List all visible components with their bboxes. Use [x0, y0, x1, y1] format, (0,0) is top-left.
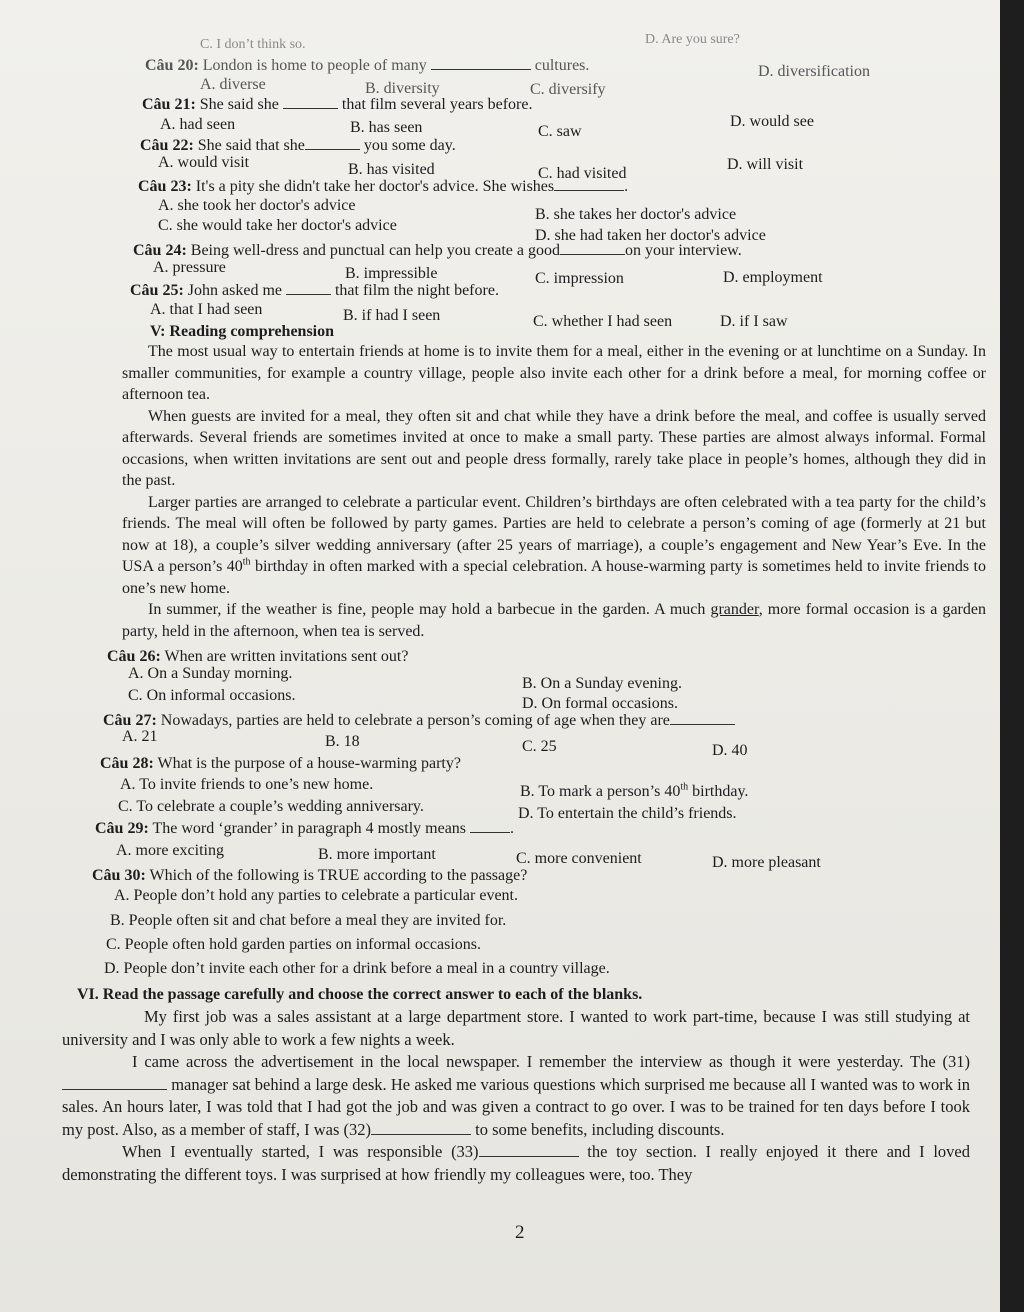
q27-option-a: A. 21: [122, 728, 158, 745]
q26-option-d: D. On formal occasions.: [522, 695, 678, 712]
q22-stem: Câu 22: She said that she you some day.: [140, 137, 456, 154]
blank-31[interactable]: [62, 1075, 167, 1090]
q30-stem: Câu 30: Which of the following is TRUE according to the passage?: [92, 867, 528, 884]
q23-option-a: A. she took her doctor's advice: [158, 197, 356, 214]
page-number: 2: [515, 1222, 525, 1243]
q28-option-c: C. To celebrate a couple’s wedding anniversary.: [118, 798, 424, 815]
q29-option-b: B. more important: [318, 846, 436, 863]
section-5-title: V: Reading comprehension: [150, 323, 335, 340]
q24-option-d: D. employment: [723, 269, 823, 286]
q22-option-d: D. will visit: [727, 156, 804, 173]
q28-option-b: B. To mark a person’s 40th birthday.: [520, 781, 749, 800]
q30-option-a: A. People don’t hold any parties to celebrate a particular event.: [114, 887, 518, 904]
q21-option-b: B. has seen: [350, 119, 423, 136]
q19-option-c: C. I don’t think so.: [200, 37, 306, 52]
q28-option-d: D. To entertain the child’s friends.: [518, 805, 737, 822]
q27-option-d: D. 40: [712, 742, 748, 759]
q19-option-d: D. Are you sure?: [645, 32, 740, 47]
q26-option-a: A. On a Sunday morning.: [128, 665, 293, 682]
q29-stem: Câu 29: The word ‘grander’ in paragraph 4 mostly means .: [95, 820, 515, 837]
photo-dark-edge: [1000, 0, 1024, 1312]
q29-option-a: A. more exciting: [116, 842, 224, 859]
q26-option-b: B. On a Sunday evening.: [522, 675, 682, 692]
q20-option-a: A. diverse: [200, 76, 266, 93]
q29-option-d: D. more pleasant: [712, 854, 821, 871]
passage-2-paragraph-3: When I eventually started, I was responsible (33) the toy section. I really enjoyed it there and I loved demonstrating the different toys. I was surprised at how friendly my colleagues were, too. They: [62, 1142, 970, 1184]
q25-stem: Câu 25: John asked me that film the night before.: [130, 282, 499, 299]
q25-option-a: A. that I had seen: [150, 301, 263, 318]
passage-1-paragraph-2: When guests are invited for a meal, they often sit and chat while they have a drink before the meal, and coffee is usually served afterwards. Several friends are sometimes invited at once to make a small party. These parties are almost always informal. Formal occasions, when written invitations are sent out and people dress formally, rarely take place in people’s homes, although they did in the past.: [122, 407, 986, 489]
q24-stem: Câu 24: Being well-dress and punctual can help you create a good on your interview.: [133, 242, 742, 259]
q20-option-c: C. diversify: [530, 81, 606, 98]
q22-option-c: C. had visited: [538, 165, 627, 182]
passage-1: [122, 341, 986, 642]
q28-stem: Câu 28: What is the purpose of a house-warming party?: [100, 755, 461, 772]
passage-1-paragraph-1: The most usual way to entertain friends at home is to invite them for a meal, either in the evening or at lunchtime on a Sunday. In smaller communities, for example a country village, people also invite each other for a drink before a meal, for morning coffee or afternoon tea.: [122, 343, 986, 403]
q30-option-b: B. People often sit and chat before a meal they are invited for.: [110, 912, 507, 929]
q25-option-b: B. if had I seen: [343, 307, 441, 324]
q24-option-c: C. impression: [535, 270, 624, 287]
q23-option-c: C. she would take her doctor's advice: [158, 217, 397, 234]
q23-option-b: B. she takes her doctor's advice: [535, 206, 737, 223]
passage-1-paragraph-3: Larger parties are arranged to celebrate a particular event. Children’s birthdays are often celebrated with a tea party for the child’s friends. The meal will often be followed by party games. Parties are held to celebrate a person’s coming of age (formerly at 21 but now at 18), a couple’s silver wedding anniversary (after 25 years of marriage), a couple’s engagement and New Year’s Eve. In the USA a person’s 40th birthday in often marked with a special celebration. A house-warming party is sometimes held to invite friends to one’s new home.: [122, 493, 987, 597]
q25-option-d: D. if I saw: [720, 313, 788, 330]
q20-stem: Câu 20: London is home to people of many cultures.: [145, 57, 590, 74]
passage-2-paragraph-1: My first job was a sales assistant at a large department store. I wanted to work part-time, because I was still studying at university and I was only able to work a few nights a week.: [62, 1007, 970, 1049]
section-6-title: VI. Read the passage carefully and choose the correct answer to each of the blanks.: [77, 986, 643, 1003]
q27-option-b: B. 18: [325, 733, 360, 750]
q24-option-b: B. impressible: [345, 265, 438, 282]
blank-32[interactable]: [371, 1120, 471, 1135]
q21-option-a: A. had seen: [160, 116, 236, 133]
q26-option-c: C. On informal occasions.: [128, 687, 296, 704]
q21-option-c: C. saw: [538, 123, 582, 140]
passage-1-paragraph-4: In summer, if the weather is fine, people may hold a barbecue in the garden. A much grander, more formal occasion is a garden party, held in the afternoon, when tea is served.: [122, 601, 986, 640]
word-grander: grander: [710, 601, 759, 618]
passage-2-paragraph-2: I came across the advertisement in the local newspaper. I remember the interview as though it were yesterday. The (31) manager sat behind a large desk. He asked me various questions which surprised me because all I wanted was to work in sales. An hours later, I was told that I had got the job and was given a contract to go over. I was to be trained for ten days before I took my post. Also, as a member of staff, I was (32) to some benefits, including discounts.: [62, 1052, 970, 1139]
q25-option-c: C. whether I had seen: [533, 313, 673, 330]
q20-option-b: B. diversity: [365, 80, 440, 97]
q23-stem: Câu 23: It's a pity she didn't take her doctor's advice. She wishes .: [138, 178, 629, 195]
q22-option-a: A. would visit: [158, 154, 250, 171]
q30-option-d: D. People don’t invite each other for a drink before a meal in a country village.: [104, 960, 610, 977]
q27-option-c: C. 25: [522, 738, 557, 755]
q20-option-d: D. diversification: [758, 63, 870, 80]
q27-stem: Câu 27: Nowadays, parties are held to celebrate a person’s coming of age when they are: [103, 710, 735, 730]
q28-option-a: A. To invite friends to one’s new home.: [120, 776, 374, 793]
passage-2: [62, 1006, 970, 1186]
q21-option-d: D. would see: [730, 113, 814, 130]
q21-stem: Câu 21: She said she that film several years before.: [142, 96, 533, 113]
q29-option-c: C. more convenient: [516, 850, 642, 867]
q30-option-c: C. People often hold garden parties on informal occasions.: [106, 936, 482, 953]
q26-stem: Câu 26: When are written invitations sent out?: [107, 648, 409, 665]
q23-option-d: D. she had taken her doctor's advice: [535, 227, 766, 244]
blank-33[interactable]: [479, 1142, 579, 1157]
q24-option-a: A. pressure: [153, 259, 226, 276]
q22-option-b: B. has visited: [348, 161, 435, 178]
